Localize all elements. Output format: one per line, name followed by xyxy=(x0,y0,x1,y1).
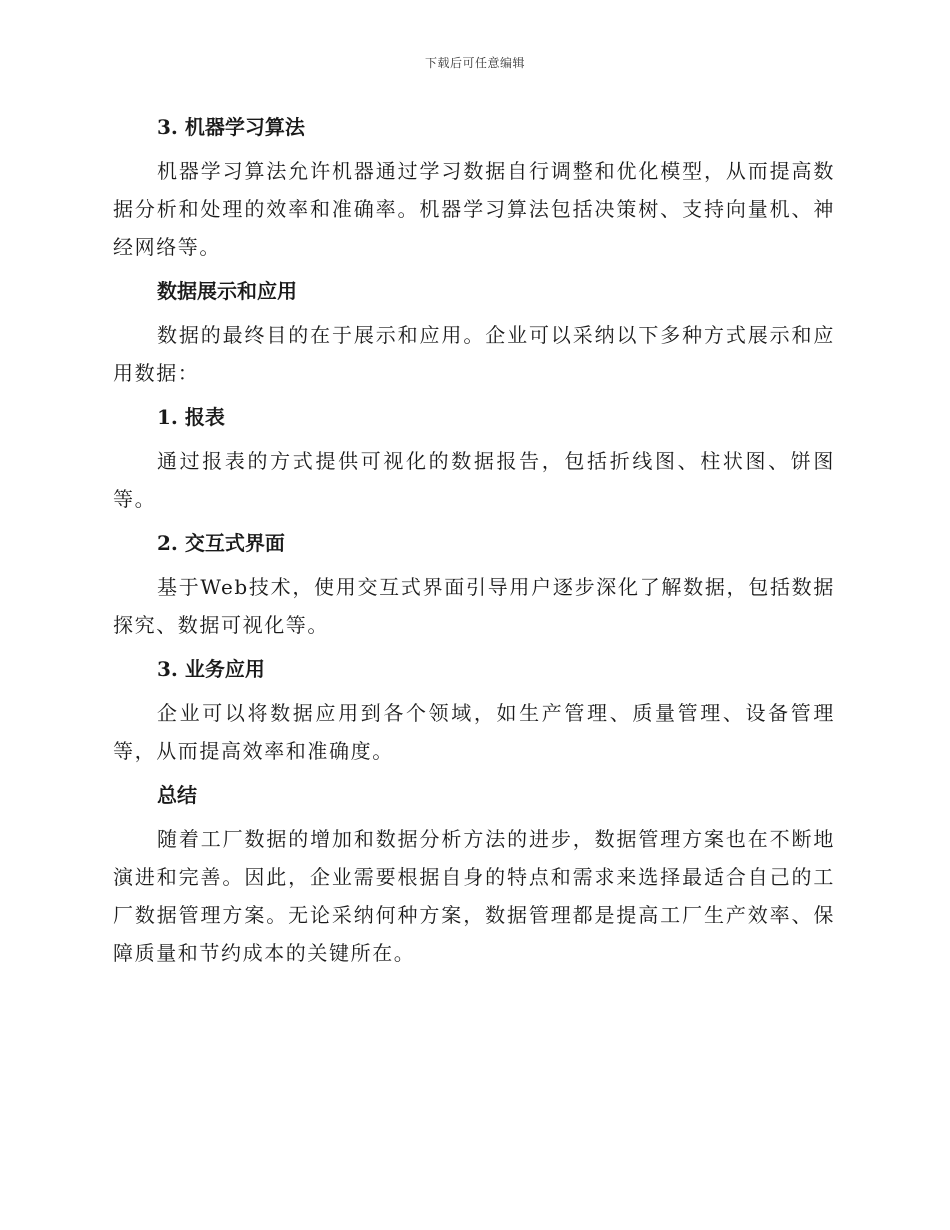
paragraph-data-display: 数据的最终目的在于展示和应用。企业可以采纳以下多种方式展示和应用数据： xyxy=(113,323,835,385)
page-header: 下载后可任意编辑 xyxy=(424,56,525,70)
paragraph-interactive-ui: 基于Web技术，使用交互式界面引导用户逐步深化了解数据，包括数据探究、数据可视化等。 xyxy=(113,575,835,637)
section-heading-data-display: 数据展示和应用 xyxy=(157,279,297,303)
paragraph-business-apps: 企业可以将数据应用到各个领域，如生产管理、质量管理、设备管理等，从而提高效率和准确度。 xyxy=(113,701,835,763)
paragraph-summary: 随着工厂数据的增加和数据分析方法的进步，数据管理方案也在不断地演进和完善。因此，企业需要根据自身的特点和需求来选择最适合自己的工厂数据管理方案。无论采纳何种方案，数据管理都是提高工厂生产效率、保障质量和节约成本的关键所在。 xyxy=(113,827,835,965)
section-heading-interactive-ui: 2. 交互式界面 xyxy=(157,531,285,555)
paragraph-reports: 通过报表的方式提供可视化的数据报告，包括折线图、柱状图、饼图等。 xyxy=(113,449,835,511)
document-body xyxy=(113,108,835,978)
section-heading-summary: 总结 xyxy=(157,783,197,807)
section-heading-business-apps: 3. 业务应用 xyxy=(157,657,265,681)
section-heading-ml-algorithms: 3. 机器学习算法 xyxy=(157,115,305,139)
paragraph-ml-algorithms: 机器学习算法允许机器通过学习数据自行调整和优化模型，从而提高数据分析和处理的效率和准确率。机器学习算法包括决策树、支持向量机、神经网络等。 xyxy=(113,159,835,259)
section-heading-reports: 1. 报表 xyxy=(157,405,225,429)
